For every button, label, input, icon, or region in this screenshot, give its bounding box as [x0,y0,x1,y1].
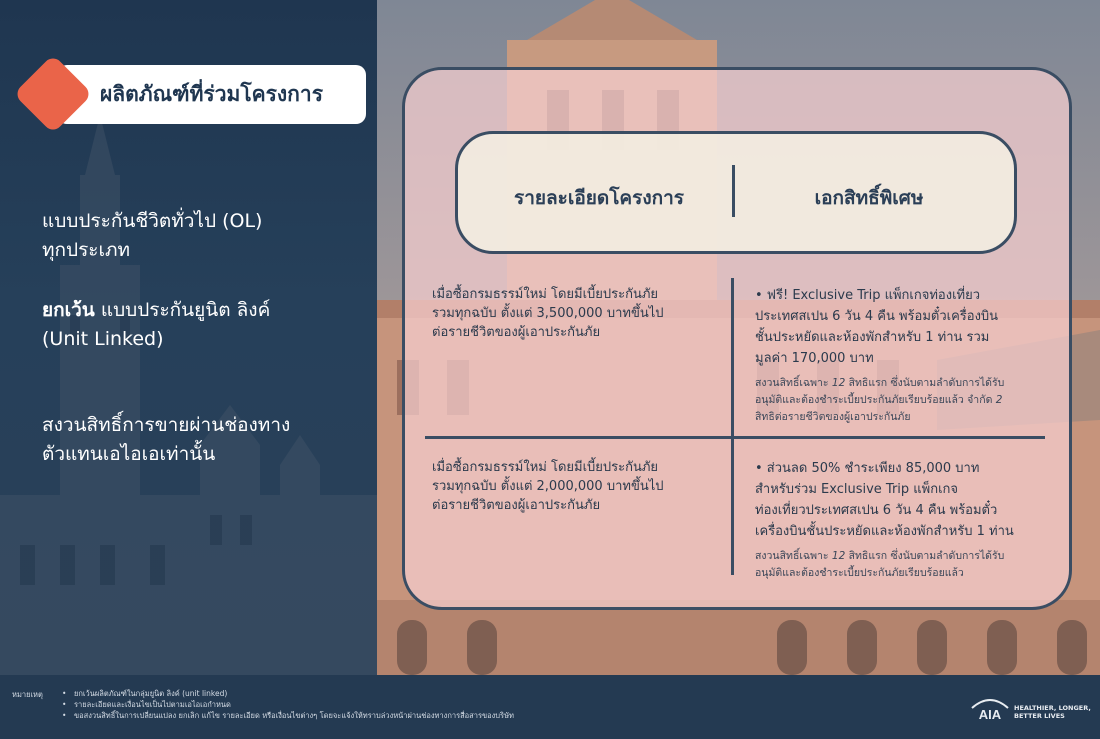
row-2-condition [432,458,722,515]
row-1-benefit-line: ประเทศสเปน 6 วัน 4 คืน พร้อมตั๋วเครื่องบิน [755,309,999,324]
row-1-benefit-line: • ฟรี! Exclusive Trip แพ็กเกจท่องเที่ยว [755,288,980,303]
eligible-line-2: ทุกประเภท [42,239,131,261]
footnote-item: • ขอสงวนสิทธิ์ในการเปลี่ยนแปลง ยกเลิก แก้ไข รายละเอียด หรือเงื่อนไขต่างๆ โดยจะแจ้งให้ทราบล่วงหน้าผ่านช่องทางการสื่อสารของบริษัท [62,710,514,721]
tagline-line: BETTER LIVES [1014,712,1065,720]
row-1-note-text: สิทธิต่อรายชีวิตของผู้เอาประกันภัย [755,411,911,423]
eligible-line-1: แบบประกันชีวิตทั่วไป (OL) [42,210,263,232]
column-divider [731,278,734,575]
header-privileges: เอกสิทธิ์พิเศษ [814,187,924,209]
row-1-condition-line: รวมทุกฉบับ ตั้งแต่ 3,500,000 บาทขึ้นไป [432,306,664,321]
row-2-benefit-line: ท่องเที่ยวประเทศสเปน 6 วัน 4 คืน พร้อมตั๋ว [755,503,998,518]
tagline-line: HEALTHIER, LONGER, [1014,704,1091,712]
row-2-condition-line: รวมทุกฉบับ ตั้งแต่ 2,000,000 บาทขึ้นไป [432,479,664,494]
header-project-details: รายละเอียดโครงการ [513,187,684,209]
footnote-list [62,688,514,721]
row-divider [425,436,1045,439]
row-1-benefit [755,285,1045,426]
row-1-note-number: 2 [995,394,1003,406]
tagline [1014,704,1094,720]
page-title: ผลิตภัณฑ์ที่ร่วมโครงการ [100,82,323,106]
reserve-block [42,411,362,469]
logo-text: AIA [978,707,1002,722]
exception-text: แบบประกันยูนิต ลิงค์ [94,299,271,321]
row-2-condition-line: เมื่อซื้อกรมธรรม์ใหม่ โดยมีเบี้ยประกันภัย [432,460,659,475]
row-2-benefit-line: • ส่วนลด 50% ชำระเพียง 85,000 บาท [755,461,980,476]
row-2-benefit [755,458,1050,582]
row-2-condition-line: ต่อรายชีวิตของผู้เอาประกันภัย [432,498,601,513]
footer [0,675,1100,739]
row-1-condition-line: ต่อรายชีวิตของผู้เอาประกันภัย [432,325,601,340]
reserve-line-2: ตัวแทนเอไอเอเท่านั้น [42,443,216,465]
exception-block [42,296,362,354]
row-1-note [755,375,1045,426]
reserve-line-1: สงวนสิทธิ์การขายผ่านช่องทาง [42,414,291,436]
footnote-label: หมายเหตุ [12,690,43,699]
row-1-condition [432,285,722,342]
row-2-note-text: สงวนสิทธิ์เฉพาะ [755,550,832,562]
row-2-benefit-line: สำหรับร่วม Exclusive Trip แพ็กเกจ [755,482,959,497]
footnote-item: • ยกเว้นผลิตภัณฑ์ในกลุ่มยูนิต ลิงค์ (unit linked) [62,688,514,699]
building-silhouette [0,115,377,675]
aia-logo-icon [970,692,1010,722]
row-1-condition-line: เมื่อซื้อกรมธรรม์ใหม่ โดยมีเบี้ยประกันภัย [432,287,659,302]
row-1-benefit-line: มูลค่า 170,000 บาท [755,351,874,366]
row-2-benefit-line: เครื่องบินชั้นประหยัดและห้องพักสำหรับ 1 ท่าน [755,524,1014,539]
header-divider [732,165,735,217]
row-2-note-text: สิทธิแรก ซึ่งนับตามลำดับการได้รับ [845,550,1005,562]
row-1-note-text: สงวนสิทธิ์เฉพาะ [755,377,832,389]
row-1-note-number: 12 [831,377,846,389]
row-1-note-text: อนุมัติและต้องชำระเบี้ยประกันภัยเรียบร้อยแล้ว จำกัด [755,394,996,406]
exception-bold: ยกเว้น [42,299,95,321]
row-2-note [755,548,1050,582]
row-1-benefit-line: ชั้นประหยัดและห้องพักสำหรับ 1 ท่าน รวม [755,330,990,345]
footnote-item: • รายละเอียดและเงื่อนไขเป็นไปตามเอไอเอกำหนด [62,699,514,710]
eligible-products [42,207,362,265]
row-1-note-text: สิทธิแรก ซึ่งนับตามลำดับการได้รับ [845,377,1005,389]
row-2-note-text: อนุมัติและต้องชำระเบี้ยประกันภัยเรียบร้อยแล้ว [755,567,964,579]
exception-line-2: (Unit Linked) [42,328,164,350]
row-2-note-number: 12 [831,550,846,562]
